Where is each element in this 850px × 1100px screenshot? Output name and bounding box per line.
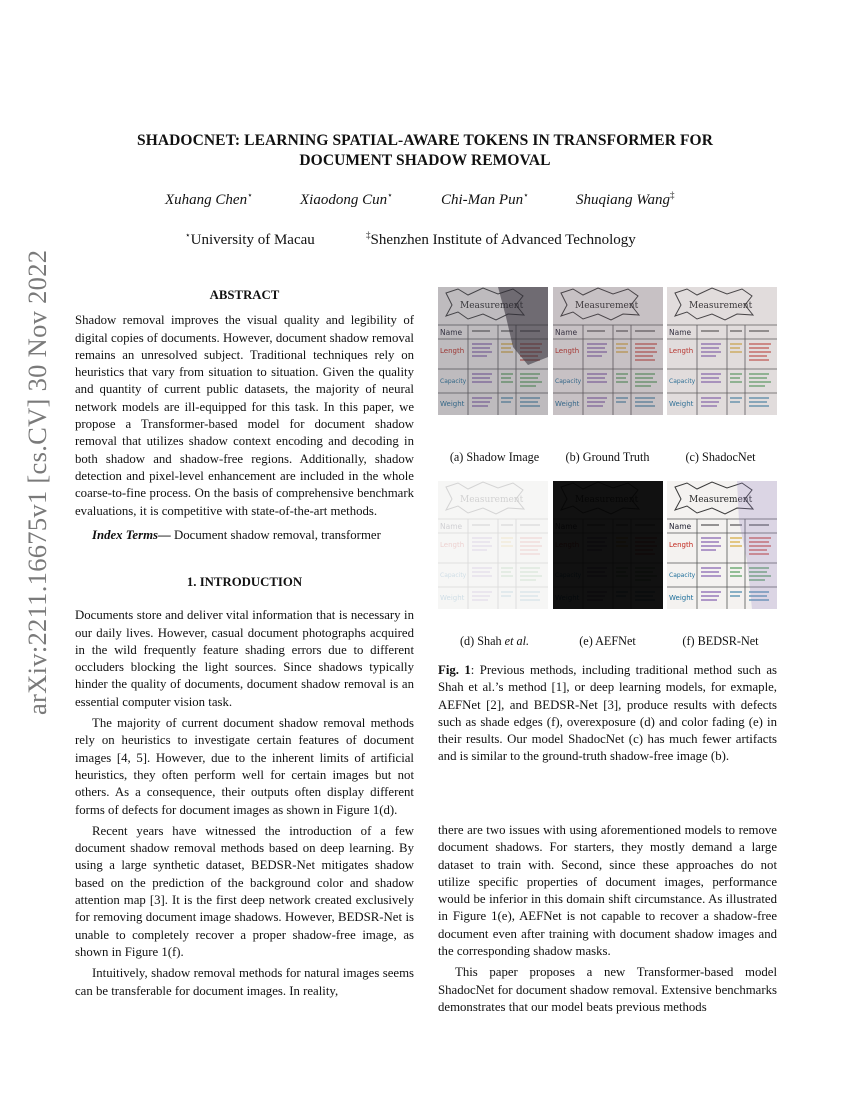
abstract-section <box>75 287 414 544</box>
bedsr-net-panel <box>667 481 777 609</box>
index-terms: Index Terms— Document shadow removal, transformer <box>92 527 381 542</box>
shah-panel <box>438 481 548 609</box>
affiliation: ⋆University of Macau <box>185 230 315 248</box>
introduction-heading: 1. INTRODUCTION <box>186 575 303 589</box>
figure-1 <box>438 287 777 657</box>
intro-paragraph: Documents store and deliver vital information that is necessary in our daily lives. However, casual document photographs acquired in the wild frequently feature shading errors due to different occluders blocking the light sources. Since shadows typically hinder the quality of documents, document shadow removal is an essential computer vision task. <box>75 608 414 709</box>
abstract-text: Shadow removal improves the visual quality and legibility of digital copies of documents. However, document shadow removal remains an unresolved subject. Traditional techniques rely on heuristics that vary from situation to situation. Given the quality and quantity of current public datasets, the majority of neural network models are ill-equipped for this task. In this paper, we propose a Transformer-based model for document shadow removal that utilizes shadow context encoding and decoding in both shadow and shadow-free regions. Additionally, shadow detection and pixel-level enhancement are included in the whole coarse-to-fine process. On the basis of comprehensive benchmark evaluations, it is competitive with state-of-the-art methods. <box>75 313 414 518</box>
shadocnet-panel <box>667 287 777 415</box>
caption-c: (c) ShadocNet <box>685 450 756 464</box>
affiliation: ‡Shenzhen Institute of Advanced Technology <box>366 230 636 248</box>
figure-caption: Fig. 1: Previous methods, including traditional method such as Shah et al.’s method [1], or deep learning models, for exmaple, AEFNet [2], and BEDSR-Net [3], produce results with defects such as shade edges (f), overexposure (d) and color fading (e) in their results. Our model ShadocNet (c) has much fewer artifacts and is similar to the ground-truth shadow-free image (b). <box>438 663 777 764</box>
caption-d: (d) Shah et al. <box>459 634 530 648</box>
author: Xiaodong Cun⋆ <box>300 190 393 208</box>
right-column-text <box>438 822 777 1016</box>
ground-truth-panel <box>553 287 663 415</box>
shadow-image-panel <box>438 287 548 415</box>
arxiv-stamp: arXiv:2211.16675v1 [cs.CV] 30 Nov 2022 <box>22 249 52 715</box>
intro-paragraph: Recent years have witnessed the introduction of a few document shadow removal methods based on deep learning. By using a large synthetic dataset, BEDSR-Net mitigates shadow based on the prediction of the background color and shadow attention map [3]. It is the first deep network created exclusively for removing document image shadows. However, BEDSR-Net is unable to completely recover a proper shadow-free image, as shown in Figure 1(f). <box>75 823 414 959</box>
author: Chi-Man Pun⋆ <box>441 190 529 208</box>
index-terms-label: Index Terms— <box>92 527 171 542</box>
title-line-2: DOCUMENT SHADOW REMOVAL <box>299 152 551 169</box>
caption-e: (e) AEFNet <box>579 634 636 648</box>
caption-f: (f) BEDSR-Net <box>682 634 759 648</box>
intro-paragraph: This paper proposes a new Transformer-based model ShadocNet for document shadow removal. Extensive benchmarks demonstrates that our model beats previous methods <box>438 965 777 1014</box>
aefnet-panel <box>553 481 663 609</box>
intro-paragraph: there are two issues with using aforementioned models to remove document shadows. For starters, they mostly demand a large dataset to train with. Second, since these approaches do not utilize specific properties of document images, performance would be inferior in this domain shift circumstance. As illustrated in Figure 1(e), AEFNet is not capable to recover a shadow-free document even after training with document shadow images and the corresponding shadow masks. <box>438 823 777 959</box>
intro-paragraph: Intuitively, shadow removal methods for natural images seems can be transferable for document images. In reality, <box>75 966 414 998</box>
abstract-heading: ABSTRACT <box>209 288 280 302</box>
author: Xuhang Chen⋆ <box>165 190 253 208</box>
caption-a: (a) Shadow Image <box>449 450 540 464</box>
title-line-1: SHADOCNET: LEARNING SPATIAL-AWARE TOKENS IN TRANSFORMER FOR <box>136 132 714 149</box>
paper-title <box>0 131 850 171</box>
caption-b: (b) Ground Truth <box>565 450 650 464</box>
intro-paragraph: The majority of current document shadow removal methods rely on heuristics to investigate certain features of document images [4, 5]. However, due to the inherent limits of artificial heuristics, they often perform well for certain images but not others. As a consequence, their outputs often display different forms of defects for document images as shown in Figure 1(d). <box>75 716 414 817</box>
introduction-section <box>75 574 414 1000</box>
figure-caption-label: Fig. 1 <box>438 663 471 677</box>
author: Shuqiang Wang‡ <box>576 190 675 208</box>
